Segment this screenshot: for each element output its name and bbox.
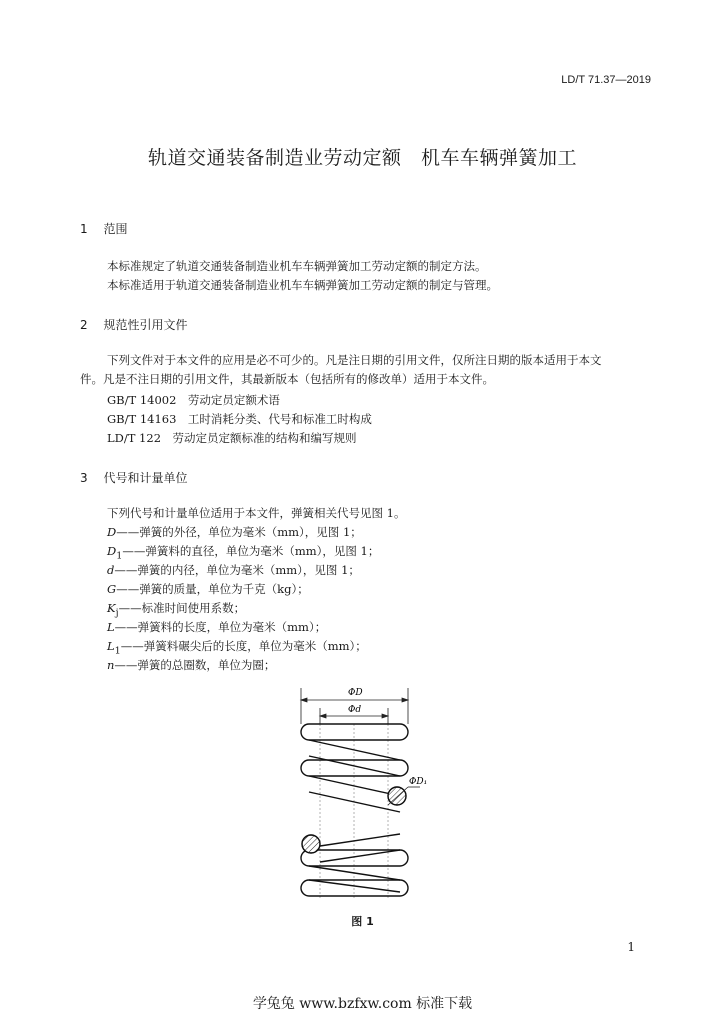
section-title: 范围 bbox=[103, 222, 128, 236]
standard-code: LD/T 71.37—2019 bbox=[561, 74, 651, 86]
symbol-definition: d——弹簧的内径，单位为毫米（mm），见图 1； bbox=[107, 563, 360, 577]
section-number: 2 bbox=[80, 318, 88, 332]
spring-diagram bbox=[290, 684, 440, 906]
reference-item: LD/T 122 劳动定员定额标准的结构和编写规则 bbox=[107, 431, 357, 445]
paragraph: 下列代号和计量单位适用于本文件，弹簧相关代号见图 1。 bbox=[107, 506, 406, 520]
page-number: 1 bbox=[627, 940, 635, 954]
section-number: 3 bbox=[80, 471, 88, 485]
paragraph: 本标准规定了轨道交通装备制造业机车车辆弹簧加工劳动定额的制定方法。 bbox=[107, 259, 487, 273]
section-1-heading bbox=[80, 220, 127, 237]
section-3-heading bbox=[80, 469, 187, 486]
section-number: 1 bbox=[80, 222, 88, 236]
symbol-definition: $D_1——$弹簧料的直径，单位为毫米（mm），见图 1； bbox=[107, 544, 380, 562]
spring-coils bbox=[301, 724, 408, 896]
reference-item: GB/T 14163 工时消耗分类、代号和标准工时构成 bbox=[107, 412, 372, 426]
section-2-heading bbox=[80, 316, 187, 333]
symbol-definition: G——弹簧的质量，单位为千克（kg）； bbox=[107, 582, 309, 596]
section-title: 代号和计量单位 bbox=[103, 471, 188, 485]
reference-item: GB/T 14002 劳动定员定额术语 bbox=[107, 393, 280, 407]
paragraph: 下列文件对于本文件的应用是必不可少的。凡是注日期的引用文件，仅所注日期的版本适用于本文 bbox=[107, 353, 602, 367]
symbol-definition: L——弹簧料的长度，单位为毫米（mm）； bbox=[107, 620, 327, 634]
paragraph: 本标准适用于轨道交通装备制造业机车车辆弹簧加工劳动定额的制定与管理。 bbox=[107, 278, 498, 292]
symbol-definition: n——弹簧的总圈数，单位为圈； bbox=[107, 658, 276, 672]
wire-diameter-label: ΦD₁ bbox=[409, 777, 428, 787]
section-title: 规范性引用文件 bbox=[103, 318, 188, 332]
symbol-definition: $K_j——$标准时间使用系数； bbox=[107, 601, 246, 619]
inner-diameter-label: Φd bbox=[348, 705, 362, 715]
wire-section-left-hatch bbox=[302, 835, 320, 853]
paragraph: 件。凡是不注日期的引用文件，其最新版本（包括所有的修改单）适用于本文件。 bbox=[80, 372, 494, 386]
footer-watermark: 学兔兔 www.bzfxw.com 标准下载 bbox=[252, 996, 473, 1012]
page-title: 轨道交通装备制造业劳动定额 机车车辆弹簧加工 bbox=[147, 147, 577, 169]
symbol-definition: D——弹簧的外径，单位为毫米（mm），见图 1； bbox=[107, 525, 362, 539]
outer-diameter-label: ΦD bbox=[348, 688, 363, 698]
figure-caption: 图 1 bbox=[351, 915, 374, 928]
symbol-definition: $L_1——$弹簧料碾尖后的长度，单位为毫米（mm）； bbox=[107, 639, 367, 657]
